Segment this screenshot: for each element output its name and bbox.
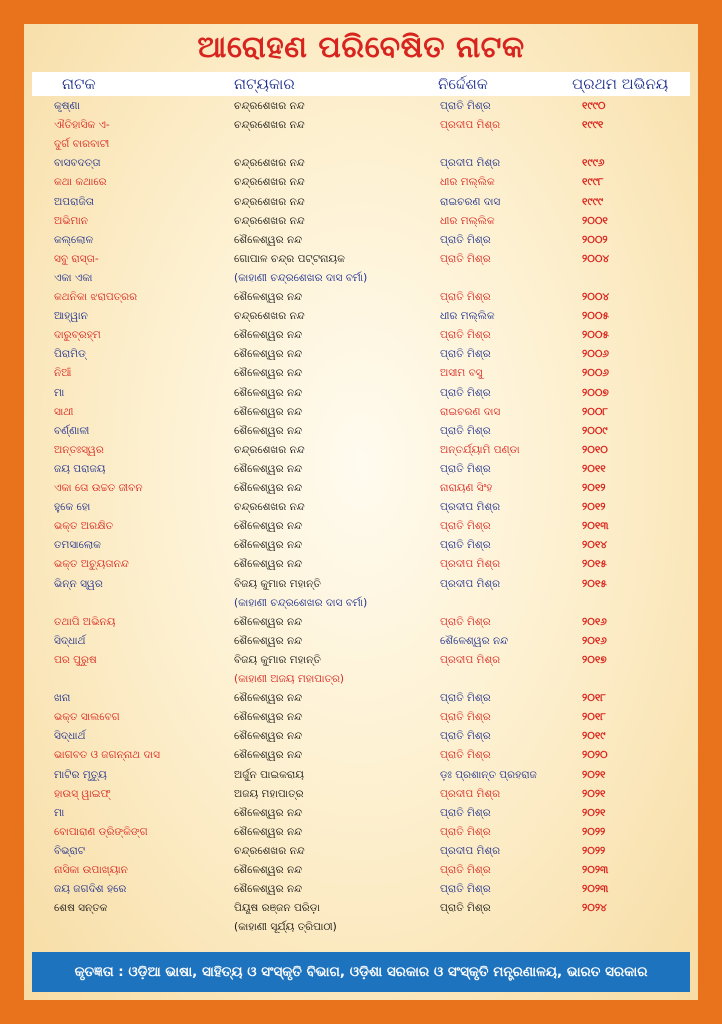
playwright-name: ଶୈଳେଶ୍ୱର ନନ୍ଦ — [234, 462, 303, 475]
table-row — [24, 574, 698, 594]
header-play: ନାଟକ — [62, 75, 96, 93]
play-title: ଭକ୍ତ ଅଚ୍ୟୁତାନନ୍ଦ — [54, 558, 129, 571]
first-performance-year: ୨୦୨୩ — [582, 883, 609, 896]
first-performance-year: ୧୯୯୮ — [582, 176, 604, 189]
play-title: ନାସିକା ଉପାଖ୍ୟାନ — [54, 864, 128, 876]
playwright-name: ଚନ୍ଦ୍ରଶେଖର ନନ୍ଦ — [234, 119, 305, 132]
play-title: ହାଉସ୍ ୱାଇଫ୍ — [54, 787, 111, 800]
director-name: ପ୍ରଦୀପ ମିଶ୍ର — [440, 577, 501, 590]
playwright-name: ବିଜୟ କୁମାର ମହାନ୍ତି — [234, 653, 321, 666]
play-title: ମା — [54, 806, 65, 819]
header-director: ନିର୍ଦ୍ଦେଶକ — [438, 75, 488, 93]
play-title: କଲ୍ଲୋଳ — [54, 233, 94, 246]
table-row — [24, 249, 698, 269]
first-performance-year: ୨୦୧୫ — [582, 558, 607, 571]
play-title: ଏକା ଏକା — [54, 271, 93, 284]
first-performance-year: ୨୦୧୭ — [582, 653, 607, 666]
playwright-name: ଗୋପାଳ ଚନ୍ଦ୍ର ପଟ୍ଟନାୟକ — [234, 252, 345, 265]
first-performance-year: ୨୦୦୧ — [582, 214, 608, 227]
play-title: ଆହ୍ୱାନ — [54, 310, 88, 323]
director-name: ପ୍ରଦୀପ ମିଶ୍ର — [440, 119, 501, 132]
playwright-name: ଶୈଳେଶ୍ୱର ନନ୍ଦ — [234, 825, 303, 838]
playwright-name: ଶୈଳେଶ୍ୱର ନନ୍ଦ — [234, 233, 303, 246]
playwright-name: ଶୈଳେଶ୍ୱର ନନ୍ଦ — [234, 711, 303, 724]
playwright-name: ଶୈଳେଶ୍ୱର ନନ୍ଦ — [234, 520, 303, 533]
table-row — [24, 612, 698, 632]
director-name: ପ୍ରାତି ମିଶ୍ର — [440, 864, 491, 876]
play-title: ବିଭ୍ରାଟ — [54, 844, 86, 857]
first-performance-year: ୨୦୨୨ — [582, 844, 606, 857]
first-performance-year: ୨୦୦୬ — [582, 367, 610, 380]
play-title: ତମସାଲୋକ — [54, 539, 101, 552]
director-name: ପ୍ରାତି ମିଶ୍ର — [440, 348, 491, 361]
play-title: ଜୟ ଜଗଦିଶ ହରେ — [54, 883, 127, 896]
first-performance-year: ୨୦୦୭ — [582, 386, 609, 399]
playwright-name: ଚନ୍ଦ୍ରଶେଖର ନନ୍ଦ — [234, 176, 305, 189]
play-title: ସିଦ୍ଧାର୍ଥ — [54, 634, 86, 647]
director-name: ଧୀର ମଲ୍ଲିକ — [440, 214, 495, 227]
playwright-name: ଶୈଳେଶ୍ୱର ନନ୍ଦ — [234, 424, 303, 437]
table-row — [24, 554, 698, 574]
playwright-name: ଚନ୍ଦ୍ରଶେଖର ନନ୍ଦ — [234, 195, 305, 208]
play-title: ଅପରାଜିତା — [54, 195, 95, 208]
table-row — [24, 497, 698, 517]
playwright-name: ଚନ୍ଦ୍ରଶେଖର ନନ୍ଦ — [234, 214, 305, 227]
play-title: ଐତିହାସିକ ଏ- — [54, 119, 110, 132]
table-row — [24, 860, 698, 880]
play-title: ମାଟିର ମୃତ୍ୟୁ — [54, 768, 107, 781]
director-name: ପ୍ରାତି ମିଶ୍ର — [440, 711, 491, 724]
director-name: ପ୍ରାତି ମିଶ୍ର — [440, 520, 491, 533]
table-row — [24, 745, 698, 765]
director-name: ପ୍ରାତି ମିଶ୍ର — [440, 252, 491, 265]
first-performance-year: ୧୯୯୦ — [582, 100, 606, 112]
table-row — [24, 287, 698, 307]
playwright-name: ଶୈଳେଶ୍ୱର ନନ୍ଦ — [234, 348, 303, 361]
table-row — [24, 707, 698, 727]
table-row — [24, 879, 698, 899]
director-name: ପ୍ରାତି ମିଶ୍ର — [440, 233, 491, 246]
director-name: ଅସୀମ ବସୁ — [440, 367, 483, 380]
play-title: ଭାଗବତ ଓ ଜଗନ୍ନାଥ ଦାସ — [54, 749, 160, 762]
table-row — [24, 134, 698, 154]
director-name: ପ୍ରାତି ମିଶ୍ର — [440, 539, 491, 552]
director-name: ପ୍ରଦୀପ ମିଶ୍ର — [440, 844, 501, 857]
play-title: ତଥାପି ଅଭିନୟ — [54, 615, 116, 628]
director-name: ପ୍ରଦୀପ ମିଶ୍ର — [440, 787, 501, 800]
table-row — [24, 440, 698, 460]
playwright-name: ଶୈଳେଶ୍ୱର ନନ୍ଦ — [234, 539, 303, 552]
director-name: ପ୍ରାତି ମିଶ୍ର — [440, 462, 491, 475]
director-name: ରାଇଚରଣ ଦାସ — [440, 405, 501, 418]
first-performance-year: ୨୦୦୪ — [582, 252, 610, 265]
playwright-name: ଚନ୍ଦ୍ରଶେଖର ନନ୍ଦ — [234, 157, 305, 170]
first-performance-year: ୨୦୧୬ — [582, 634, 607, 647]
director-name: ପ୍ରାତି ମିଶ୍ର — [440, 100, 491, 112]
header-playwright: ନାଟ୍ୟକାର — [234, 75, 295, 93]
first-performance-year: ୨୦୦୬ — [582, 348, 610, 361]
director-name: ନାରାୟଣ ସିଂହ — [440, 482, 493, 494]
first-performance-year: ୨୦୧୨ — [582, 482, 606, 494]
first-performance-year: ୨୦୧୪ — [582, 539, 608, 552]
first-performance-year: ୨୦୦୮ — [582, 405, 608, 418]
table-row — [24, 402, 698, 422]
table-row — [24, 535, 698, 555]
director-name: ଅନ୍ତର୍ଯ୍ୟାମି ପଣ୍ଡା — [440, 443, 520, 456]
play-title: ଖନା — [54, 692, 71, 705]
table-row — [24, 115, 698, 135]
director-name: ପ୍ରାତି ମିଶ୍ର — [440, 692, 491, 705]
playwright-name: ଶୈଳେଶ୍ୱର ନନ୍ଦ — [234, 367, 303, 380]
first-performance-year: ୧୯୯୧ — [582, 119, 604, 132]
table-row — [24, 669, 698, 689]
play-title: ଭକ୍ତ ସାଲବେଗ — [54, 711, 120, 724]
table-row — [24, 325, 698, 345]
playwright-name: ଚନ୍ଦ୍ରଶେଖର ନନ୍ଦ — [234, 501, 305, 514]
play-title: ଅନ୍ତଃସ୍ୱର — [54, 443, 104, 456]
playwright-name: (କାହାଣୀ ଅଜୟ ମହାପାତ୍ର) — [234, 673, 345, 685]
playwright-name: ଶୈଳେଶ୍ୱର ନନ୍ଦ — [234, 329, 303, 342]
director-name: ପ୍ରଦୀପ ମିଶ୍ର — [440, 501, 501, 514]
play-title: ଦୁର୍ଗ ବାରବାଟୀ — [54, 138, 110, 151]
director-name: ପ୍ରାତି ମିଶ୍ର — [440, 825, 491, 838]
first-performance-year: ୨୦୨୩ — [582, 864, 609, 876]
playwright-name: ଶୈଳେଶ୍ୱର ନନ୍ଦ — [234, 386, 303, 399]
first-performance-year: ୨୦୦୫ — [582, 310, 609, 323]
table-row — [24, 803, 698, 823]
director-name: ପ୍ରଦୀପ ମିଶ୍ର — [440, 653, 501, 666]
play-title: ଶେଷ ସନ୍ତକ — [54, 902, 108, 915]
director-name: ପ୍ରାତି ମିଶ୍ର — [440, 424, 491, 437]
first-performance-year: ୨୦୨୧ — [582, 806, 606, 819]
playwright-name: ଚନ୍ଦ୍ରଶେଖର ନନ୍ଦ — [234, 844, 305, 857]
table-row — [24, 593, 698, 613]
playwright-name: ଚନ୍ଦ୍ରଶେଖର ନନ୍ଦ — [234, 443, 305, 456]
playwright-name: ଶୈଳେଶ୍ୱର ନନ୍ଦ — [234, 692, 303, 705]
table-row — [24, 765, 698, 785]
play-title: ବାସବଦତ୍ତା — [54, 157, 101, 170]
director-name: ଡ଼ଃ ପ୍ରଶାନ୍ତ ପ୍ରହରାଜ — [440, 768, 537, 781]
play-title: ସାଥୀ — [54, 405, 74, 418]
header-first-performance: ପ୍ରଥମ ଅଭିନୟ — [572, 75, 669, 93]
director-name: ଧୀର ମଲ୍ଲିକ — [440, 310, 495, 323]
director-name: ପ୍ରାତି ମିଶ୍ର — [440, 730, 491, 743]
playwright-name: ଶୈଳେଶ୍ୱର ନନ୍ଦ — [234, 482, 303, 494]
playwright-name: ଶୈଳେଶ୍ୱର ନନ୍ଦ — [234, 634, 303, 647]
play-title: ଜୟ ପରାଜୟ — [54, 462, 106, 475]
playwright-name: ଶୈଳେଶ୍ୱର ନନ୍ଦ — [234, 864, 303, 876]
director-name: ପ୍ରାତି ମିଶ୍ର — [440, 883, 491, 896]
poster — [24, 24, 698, 1000]
first-performance-year: ୨୦୨୦ — [582, 749, 608, 762]
director-name: ପ୍ରାତି ମିଶ୍ର — [440, 329, 491, 342]
play-title: ଭକ୍ତ ଅରକ୍ଷିତ — [54, 520, 114, 533]
table-row — [24, 688, 698, 708]
first-performance-year: ୨୦୦୪ — [582, 291, 610, 303]
play-title: କୃଷ୍ଣା — [54, 100, 80, 112]
director-name: ରାଇଚରଣ ଦାସ — [440, 195, 501, 208]
first-performance-year: ୨୦୧୫ — [582, 577, 607, 590]
play-title: ଦାରୁବ୍ରହ୍ମ — [54, 329, 101, 342]
play-title: ହୁକେ ହୋ — [54, 501, 91, 514]
playwright-name: ଶୈଳେଶ୍ୱର ନନ୍ଦ — [234, 749, 303, 762]
first-performance-year: ୨୦୧୩ — [582, 520, 609, 533]
director-name: ଶୈଳେଶ୍ୱର ନନ୍ଦ — [440, 634, 509, 647]
table-row — [24, 459, 698, 479]
first-performance-year: ୨୦୧୧ — [582, 462, 606, 475]
director-name: ପ୍ରାତି ମିଶ୍ର — [440, 806, 491, 819]
table-row — [24, 898, 698, 918]
table-row — [24, 650, 698, 670]
table-row — [24, 363, 698, 383]
playwright-name: ଶୈଳେଶ୍ୱର ନନ୍ଦ — [234, 806, 303, 819]
first-performance-year: ୨୦୧୯ — [582, 730, 606, 743]
table-row — [24, 478, 698, 498]
first-performance-year: ୨୦୨୧ — [582, 787, 606, 800]
playwright-name: ଚନ୍ଦ୍ରଶେଖର ନନ୍ଦ — [234, 100, 305, 112]
playwright-name: ଶୈଳେଶ୍ୱର ନନ୍ଦ — [234, 291, 303, 303]
play-title: ପର ପୁରୁଷ — [54, 653, 97, 666]
table-row — [24, 841, 698, 861]
playwright-name: ଶୈଳେଶ୍ୱର ନନ୍ଦ — [234, 883, 303, 896]
director-name: ପ୍ରାତି ମିଶ୍ର — [440, 902, 491, 915]
play-title: ଭିନ୍ନ ସ୍ୱର — [54, 577, 103, 590]
play-title: ମା — [54, 386, 65, 399]
playwright-name: ପିୟୂଷ ରଞ୍ଜନ ପରିଡ଼ା — [234, 902, 320, 915]
table-row — [24, 784, 698, 804]
table-row — [24, 153, 698, 173]
director-name: ପ୍ରାତି ମିଶ୍ର — [440, 291, 491, 303]
playwright-name: ଶୈଳେଶ୍ୱର ନନ୍ଦ — [234, 615, 303, 628]
table-row — [24, 631, 698, 651]
first-performance-year: ୨୦୧୬ — [582, 615, 607, 628]
acknowledgement-footer: କୃତଜ୍ଞତା : ଓଡ଼ିଆ ଭାଷା, ସାହିତ୍ୟ ଓ ସଂସ୍କୃତି ବିଭାଗ, ଓଡ଼ିଶା ସରକାର ଓ ସଂସ୍କୃତି ମନ୍ତ୍ରଣାଳୟ, ଭାରତ ସରକାର — [32, 952, 690, 992]
table-row — [24, 917, 698, 937]
first-performance-year: ୨୦୨୪ — [582, 902, 607, 915]
playwright-name: ଶୈଳେଶ୍ୱର ନନ୍ଦ — [234, 558, 303, 571]
playwright-name: ବିଜୟ କୁମାର ମହାନ୍ତି — [234, 577, 321, 590]
play-title: କଥନିକା ଝରାପତ୍ରର — [54, 291, 138, 303]
director-name: ପ୍ରାତି ମିଶ୍ର — [440, 615, 491, 628]
first-performance-year: ୧୯୯୯ — [582, 195, 604, 208]
first-performance-year: ୨୦୧୦ — [582, 443, 608, 456]
director-name: ପ୍ରାତି ମିଶ୍ର — [440, 386, 491, 399]
play-title: ବୋପାରାଣ ଡ୍ରିଙ୍କିଙ୍ଗ — [54, 825, 148, 838]
table-row — [24, 421, 698, 441]
table-row — [24, 211, 698, 231]
table-row — [24, 383, 698, 403]
table-row — [24, 822, 698, 842]
play-title: ବର୍ଣ୍ଣାଳୀ — [54, 424, 90, 437]
play-title: ଏକା ତୋ ଉଚ୍ଚତ ଜୀବନ — [54, 482, 143, 494]
director-name: ପ୍ରଦୀପ ମିଶ୍ର — [440, 558, 501, 571]
table-row — [24, 192, 698, 212]
playwright-name: ଶୈଳେଶ୍ୱର ନନ୍ଦ — [234, 730, 303, 743]
first-performance-year: ୨୦୨୧ — [582, 768, 606, 781]
first-performance-year: ୨୦୦୯ — [582, 424, 608, 437]
playwright-name: ଚନ୍ଦ୍ରଶେଖର ନନ୍ଦ — [234, 310, 305, 323]
first-performance-year: ୨୦୦୨ — [582, 233, 608, 246]
table-row — [24, 516, 698, 536]
playwright-name: (କାହାଣୀ ଚନ୍ଦ୍ରଶେଖର ଦାସ ବର୍ମା) — [234, 271, 368, 284]
first-performance-year: ୨୦୧୮ — [582, 692, 606, 705]
play-title: ସିଦ୍ଧାର୍ଥ — [54, 730, 86, 743]
first-performance-year: ୨୦୧୮ — [582, 711, 606, 724]
play-title: ନିଆଁ — [54, 367, 72, 380]
director-name: ପ୍ରଦୀପ ମିଶ୍ର — [440, 157, 501, 170]
first-performance-year: ୧୯୯୬ — [582, 157, 605, 170]
play-title: ପିରାମିଡ୍ — [54, 348, 86, 361]
playwright-name: ଶୈଳେଶ୍ୱର ନନ୍ଦ — [234, 405, 303, 418]
director-name: ଧୀର ମଲ୍ଲିକ — [440, 176, 495, 189]
table-row — [24, 268, 698, 288]
table-row — [24, 726, 698, 746]
first-performance-year: ୨୦୧୨ — [582, 501, 606, 514]
first-performance-year: ୨୦୨୨ — [582, 825, 606, 838]
playwright-name: (କାହାଣୀ ଚନ୍ଦ୍ରଶେଖର ଦାସ ବର୍ମା) — [234, 596, 368, 609]
play-title: ଅଭିମାନ — [54, 214, 89, 227]
playwright-name: (କାହାଣୀ ସୂର୍ଯ୍ୟ ତ୍ରିପାଠୀ) — [234, 921, 337, 934]
play-title: କଥା କଥାରେ — [54, 176, 107, 189]
play-title: ସବୁ ରାସ୍ତା- — [54, 252, 99, 265]
playwright-name: ଅର୍ଜୁନ ପାଇକରାୟ — [234, 768, 304, 781]
playwright-name: ଅଜୟ ମହାପାତ୍ର — [234, 787, 304, 800]
first-performance-year: ୨୦୦୫ — [582, 329, 609, 342]
table-row — [24, 172, 698, 192]
page-title: ଆରୋହଣ ପରିବେଷିତ ନାଟକ — [197, 30, 525, 65]
table-row — [24, 230, 698, 250]
table-row — [24, 306, 698, 326]
table-row — [24, 96, 698, 116]
table-row — [24, 344, 698, 364]
table-header — [32, 72, 690, 96]
director-name: ପ୍ରାତି ମିଶ୍ର — [440, 749, 491, 762]
